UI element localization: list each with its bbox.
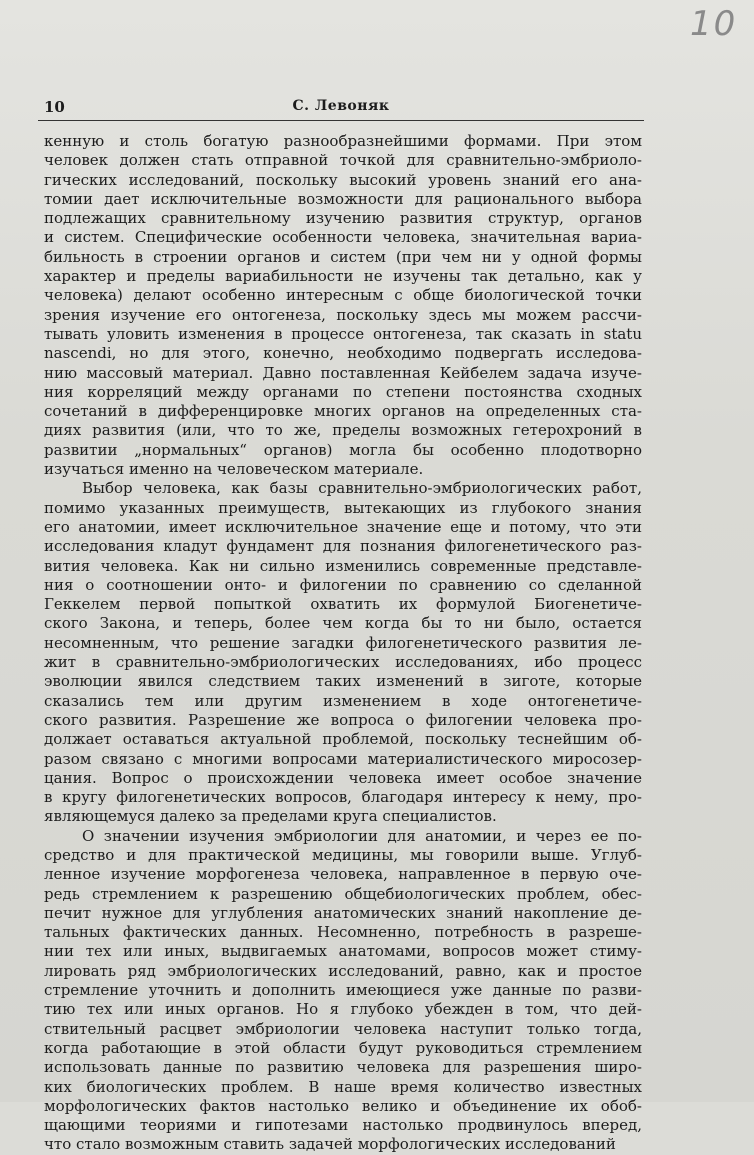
text-line: Геккелем первой попыткой охватить их формулой Биогенетиче- — [44, 595, 642, 614]
text-line: ствительный расцвет эмбриологии человека наступит только тогда, — [44, 1019, 642, 1038]
text-line: диях развития (или, что то же, пределы возможных гетерохроний в — [44, 421, 642, 440]
text-line: Выбор человека, как базы сравнительно-эмбриологических работ, — [82, 479, 642, 498]
text-line: использовать данные по развитию человека для разрешения широ- — [44, 1058, 642, 1077]
text-line: должает оставаться актуальной проблемой, поскольку теснейшим об- — [44, 730, 642, 749]
text-line: в кругу филогенетических вопросов, благодаря интересу к нему, про- — [44, 788, 642, 807]
text-line: цания. Вопрос о происхождении человека имеет особое значение — [44, 768, 642, 787]
text-line: томии дает исключительные возможности для рационального выбора — [44, 189, 642, 208]
text-line: характер и пределы вариабильности не изучены так детально, как у — [44, 267, 642, 286]
text-line: печит нужное для углубления анатомических знаний накопление де- — [44, 903, 642, 922]
text-line: ского Закона, и теперь, более чем когда бы то ни было, остается — [44, 614, 642, 633]
text-line: гических исследований, поскольку высокий уровень знаний его ана- — [44, 170, 642, 189]
text-line: морфологических фактов настолько велико и объединение их обоб- — [44, 1096, 642, 1115]
text-line: что стало возможным ставить задачей морфологических исследований — [44, 1135, 616, 1154]
text-line: кенную и столь богатую разнообразнейшими формами. При этом — [44, 132, 642, 150]
text-line: подлежащих сравнительному изучению развития структур, органов — [44, 209, 642, 228]
text-line: ких биологических проблем. В наше время количество известных — [44, 1077, 642, 1096]
text-line: несомненным, что решение загадки филогенетического развития ле- — [44, 633, 642, 652]
text-line: ленное изучение морфогенеза человека, направленное в первую оче- — [44, 865, 642, 884]
text-line: тывать уловить изменения в процессе онтогенеза, так сказать in statu — [44, 324, 642, 343]
text-line: когда работающие в этой области будут руководиться стремлением — [44, 1038, 642, 1057]
text-line: вития человека. Как ни сильно изменились современные представле- — [44, 556, 642, 575]
text-line: ского развития. Разрешение же вопроса о филогении человека про- — [44, 710, 642, 729]
page-header — [38, 96, 644, 121]
text-line: помимо указанных преимуществ, вытекающих из глубокого знания — [44, 498, 642, 517]
text-line: являющемуся далеко за пределами круга специалистов. — [44, 807, 497, 826]
text-line: и систем. Специфические особенности человека, значительная вариа- — [44, 228, 642, 247]
text-line: О значении изучения эмбриологии для анатомии, и через ее по- — [82, 826, 642, 845]
handwritten-page-mark: 10 — [690, 4, 738, 44]
text-line: nascendi, но для этого, конечно, необходимо подвергать исследова- — [44, 344, 642, 363]
text-line: человек должен стать отправной точкой для сравнительно-эмбриоло- — [44, 151, 642, 170]
text-line: ния о соотношении онто- и филогении по сравнению со сделанной — [44, 575, 642, 594]
running-head: С. Левоняк — [292, 98, 390, 114]
text-line: жит в сравнительно-эмбриологических исследованиях, ибо процесс — [44, 653, 642, 672]
text-line: тию тех или иных органов. Но я глубоко убежден в том, что дей- — [44, 1000, 642, 1019]
text-line: изучаться именно на человеческом материале. — [44, 460, 424, 479]
text-line: разом связано с многими вопросами материалистического миросозер- — [44, 749, 642, 768]
page-number: 10 — [44, 98, 65, 116]
text-line: эволюции явился следствием таких изменений в зиготе, которые — [44, 672, 642, 691]
text-line: развитии „нормальных“ органов) могла бы особенно плодотворно — [44, 440, 642, 459]
paragraph — [44, 827, 642, 1155]
text-line: редь стремлением к разрешению общебиологических проблем, обес- — [44, 884, 642, 903]
text-line: тальных фактических данных. Несомненно, потребность в разреше- — [44, 923, 642, 942]
text-line: сказались тем или другим изменением в ходе онтогенетиче- — [44, 691, 642, 710]
text-line: нии тех или иных, выдвигаемых анатомами, вопросов может стиму- — [44, 942, 642, 961]
body-text — [44, 132, 642, 1155]
text-line: бильность в строении органов и систем (при чем ни у одной формы — [44, 247, 642, 266]
text-line: сочетаний в дифференцировке многих органов на определенных ста- — [44, 402, 642, 421]
text-line: щающими теориями и гипотезами настолько продвинулось вперед, — [44, 1116, 642, 1135]
text-line: исследования кладут фундамент для познания филогенетического раз- — [44, 537, 642, 556]
text-line: стремление уточнить и дополнить имеющиеся уже данные по разви- — [44, 981, 642, 1000]
paragraph — [44, 132, 642, 479]
text-line: его анатомии, имеет исключительное значение еще и потому, что эти — [44, 517, 642, 536]
text-line: ния корреляций между органами по степени постоянства сходных — [44, 382, 642, 401]
text-line: нию массовый материал. Давно поставленная Кейбелем задача изуче- — [44, 363, 642, 382]
paragraph — [44, 479, 642, 826]
text-line: человека) делают особенно интересным с обще биологической точки — [44, 286, 642, 305]
text-line: лировать ряд эмбриологических исследований, равно, как и простое — [44, 961, 642, 980]
text-line: средство и для практической медицины, мы говорили выше. Углуб- — [44, 845, 642, 864]
text-line: зрения изучение его онтогенеза, поскольку здесь мы можем рассчи- — [44, 305, 642, 324]
